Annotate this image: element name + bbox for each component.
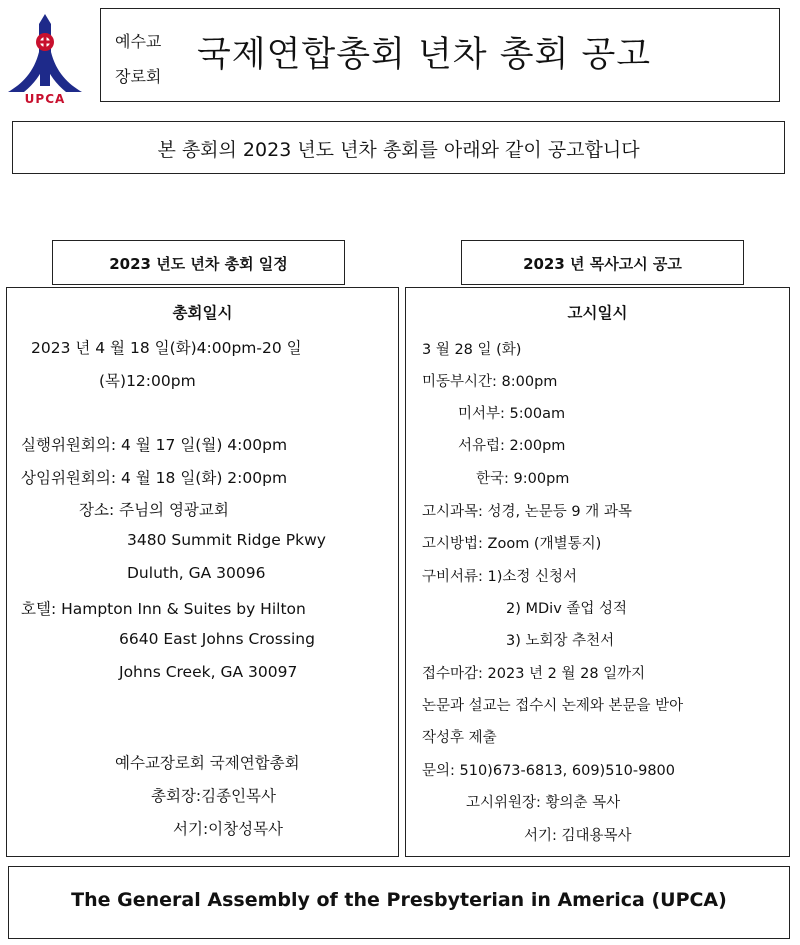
required-doc-3: 3) 노회장 추천서 (506, 633, 615, 649)
exam-method: 고시방법: Zoom (개별통지) (422, 536, 602, 552)
venue-address-street: 3480 Summit Ridge Pkwy (127, 531, 326, 549)
assembly-org-name: 예수교장로회 국제연합총회 (115, 754, 300, 772)
executive-meeting: 실행위원회의: 4 월 17 일(월) 4:00pm (21, 436, 288, 454)
hotel-address-street: 6640 East Johns Crossing (119, 630, 315, 648)
logo-text: UPCA (24, 92, 66, 106)
standing-meeting: 상임위원회의: 4 월 18 일(화) 2:00pm (21, 469, 288, 487)
exam-subjects: 고시과목: 성경, 논문등 9 개 과목 (422, 504, 632, 520)
assembly-dates-cont: (목)12:00pm (99, 372, 196, 390)
time-korea: 한국: 9:00pm (476, 471, 570, 487)
thesis-note-cont: 작성후 제출 (422, 730, 497, 746)
upca-emblem-icon (6, 12, 84, 104)
assembly-datetime-title: 총회일시 (172, 304, 233, 322)
left-heading: 2023 년도 년차 총회 일정 (109, 255, 288, 273)
venue: 장소: 주님의 영광교회 (79, 501, 229, 519)
hotel-address-city: Johns Creek, GA 30097 (119, 663, 298, 681)
notice-text: 본 총회의 2023 년도 년차 총회를 아래와 같이 공고합니다 (157, 139, 640, 161)
notice-box (12, 121, 785, 174)
contact-phone: 문의: 510)673-6813, 609)510-9800 (422, 763, 676, 779)
thesis-note: 논문과 설교는 접수시 논제와 본문을 받아 (422, 698, 684, 714)
application-deadline: 접수마감: 2023 년 2 월 28 일까지 (422, 666, 646, 682)
clerk: 서기:이창성목사 (173, 820, 284, 838)
org-name-line2: 장로회 (115, 67, 162, 86)
required-doc-2: 2) MDiv 졸업 성적 (506, 601, 628, 617)
exam-datetime-title: 고시일시 (567, 304, 628, 322)
header-box (100, 8, 780, 102)
left-heading-box (52, 240, 345, 285)
footer-title: The General Assembly of the Presbyterian in America (UPCA) (71, 889, 727, 911)
page-title: 국제연합총회 년차 총회 공고 (197, 35, 652, 75)
footer-box (8, 866, 790, 939)
moderator: 총회장:김종인목사 (151, 787, 277, 805)
hotel: 호텔: Hampton Inn & Suites by Hilton (21, 600, 306, 618)
time-us-east: 미동부시간: 8:00pm (422, 374, 558, 390)
assembly-dates: 2023 년 4 월 18 일(화)4:00pm-20 일 (31, 339, 302, 357)
right-heading-box (461, 240, 744, 285)
assembly-schedule-panel (6, 287, 399, 857)
exam-committee-chair: 고시위원장: 황의춘 목사 (466, 795, 621, 811)
org-name-line1: 예수교 (115, 32, 162, 51)
required-docs: 구비서류: 1)소정 신청서 (422, 569, 578, 585)
time-us-west: 미서부: 5:00am (458, 406, 566, 422)
right-heading: 2023 년 목사고시 공고 (523, 255, 682, 273)
exam-clerk: 서기: 김대용목사 (524, 828, 632, 844)
ordination-exam-panel (405, 287, 790, 857)
exam-date: 3 월 28 일 (화) (422, 342, 522, 358)
time-west-europe: 서유럽: 2:00pm (458, 438, 566, 454)
venue-address-city: Duluth, GA 30096 (127, 564, 266, 582)
